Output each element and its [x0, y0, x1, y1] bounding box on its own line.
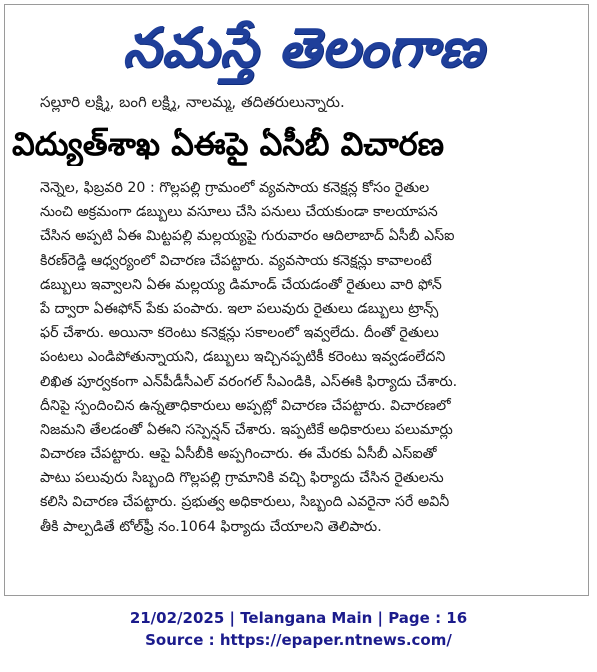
- body-line: ఫర్ చేశారు. అయినా కరెంటు కనెక్షన్లు సకాలంలో ఇవ్వలేదు. దీంతో రైతులు: [40, 325, 439, 342]
- body-line: నెన్నెల, ఫిబ్రవరి 20 : గొల్లపల్లి గ్రామంలో వ్యవసాయ కనెక్షన్ల కోసం రైతుల: [40, 180, 430, 196]
- body-line: చేసిన అప్పటి ఏఈ మిట్టపల్లి మల్లయ్యపై గురువారం ఆదిలాబాద్ ఏసీబీ ఎస్ఐ: [40, 228, 455, 245]
- body-line: పే ద్వారా ఏఈఫోన్ పేకు పంపారు. ఇలా పలువురు రైతులు డబ్బులు ట్రాన్స్: [40, 300, 439, 317]
- body-line: నిజమని తేలడంతో ఏఈని సస్పెన్షన్ చేశారు. ఇప్పటికే అధికారులు పలుమార్లు: [40, 421, 453, 438]
- body-line: దీనిపై స్పందించిన ఉన్నతాధికారులు అప్పట్లో విచారణ చేపట్టారు. విచారణలో: [40, 397, 451, 414]
- body-line: కిరణ్‌రెడ్డి ఆధ్వర్యంలో విచారణ చేపట్టారు. వ్యవసాయ కనెక్షన్లు కావాలంటే: [40, 252, 432, 269]
- body-line: పంటలు ఎండిపోతున్నాయని, డబ్బులు ఇచ్చినప్పటికీ కరెంటు ఇవ్వడంలేదని: [40, 349, 446, 366]
- previous-article-snippet: సల్లూరి లక్ష్మి, బంగి లక్ష్మి, నాలమ్మ, తదితరులున్నారు.: [40, 93, 345, 111]
- body-line: కలిసి విచారణ చేపట్టారు. ప్రభుత్వ అధికారులు, సిబ్బంది ఎవరైనా సరే అవినీ: [40, 494, 450, 511]
- body-line: పాటు పలువురు సిబ్బంది గొల్లపల్లి గ్రామానికి వచ్చి ఫిర్యాదు చేసిన రైతులను: [40, 470, 444, 487]
- article-body: [40, 176, 580, 588]
- body-line: డబ్బులు ఇవ్వాలని ఏఈ మల్లయ్య డిమాండ్ చేయడంతో రైతులు వారి ఫోన్: [40, 276, 442, 293]
- masthead-logo: నమస్తే తెలంగాణ: [122, 16, 485, 79]
- article-headline: విద్యుత్‌శాఖ ఏఈపై ఏసీబీ విచారణ: [12, 125, 445, 163]
- body-line: నుంచి అక్రమంగా డబ్బులు వసూలు చేసి పనులు చేయకుండా కాలయాపన: [40, 204, 438, 221]
- publication-date-line: 21/02/2025 | Telangana Main | Page : 16: [129, 609, 468, 627]
- body-line: తీకి పాల్పడితే టోల్‌ఫ్రీ నం.1064 ఫిర్యాదు చేయాలని తెలిపారు.: [40, 518, 382, 535]
- body-line: లిఖిత పూర్వకంగా ఎన్‌పీడీసీఎల్ వరంగల్ సీఎండికి, ఎస్ఈకి ఫిర్యాదు చేశారు.: [40, 373, 458, 390]
- source-url-line: Source : https://epaper.ntnews.com/: [145, 631, 452, 649]
- body-line: విచారణ చేపట్టారు. ఆపై ఏసీబీకి అప్పగించారు. ఈ మేరకు ఏసీబీ ఎస్ఐతో: [40, 446, 437, 463]
